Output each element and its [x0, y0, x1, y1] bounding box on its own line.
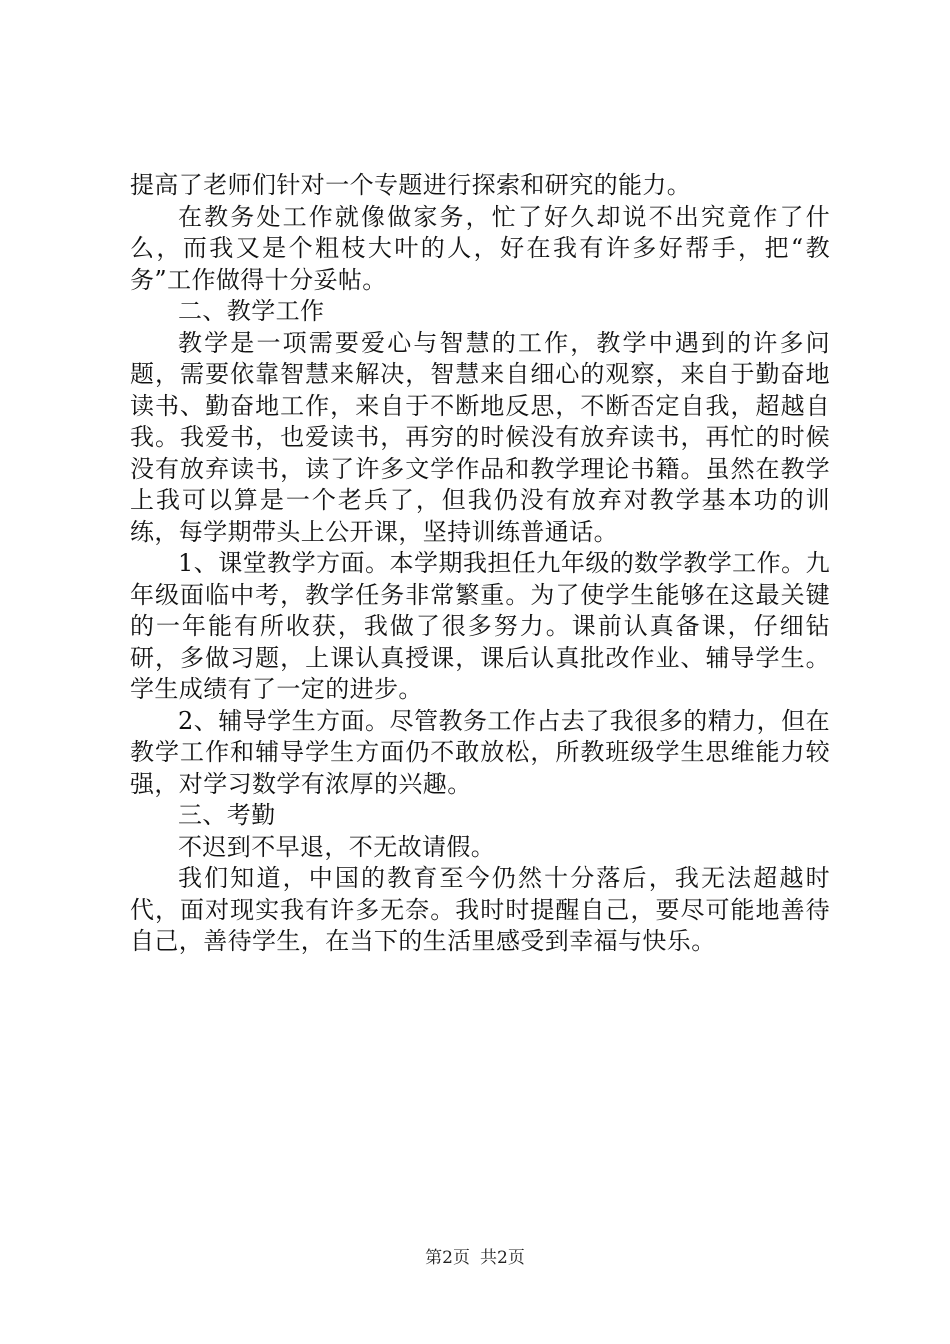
section-heading: 三、考勤: [178, 801, 276, 829]
paragraph: 教学是一项需要爱心与智慧的工作，教学中遇到的许多问题，需要依靠智慧来解决，智慧来自细心的观察，来自于勤奋地读书、勤奋地工作，来自于不断地反思，不断否定自我，超越自我。我爱书，也爱读书，再穷的时候没有放弃读书，再忙的时候没有放弃读书，读了许多文学作品和教学理论书籍。虽然在教学上我可以算是一个老兵了，但我仍没有放弃对教学基本功的训练，每学期带头上公开课，坚持训练普通话。: [130, 328, 830, 546]
paragraph: 提高了老师们针对一个专题进行探索和研究的能力。: [130, 171, 692, 199]
paragraph: 2、辅导学生方面。尽管教务工作占去了我很多的精力，但在教学工作和辅导学生方面仍不敢放松，所教班级学生思维能力较强，对学习数学有浓厚的兴趣。: [130, 706, 830, 798]
paragraph: 我们知道，中国的教育至今仍然十分落后，我无法超越时代，面对现实我有许多无奈。我时时提醒自己，要尽可能地善待自己，善待学生，在当下的生活里感受到幸福与快乐。: [130, 864, 830, 955]
page-number: 第2页: [425, 1248, 470, 1268]
page-footer: [0, 1243, 950, 1268]
document-body: [130, 170, 830, 958]
paragraph: 在教务处工作就像做家务，忙了好久却说不出究竟作了什么，而我又是个粗枝大叶的人，好在我有许多好帮手，把“教务”工作做得十分妥帖。: [130, 202, 830, 294]
section-heading: 二、教学工作: [178, 297, 325, 325]
paragraph: 1、课堂教学方面。本学期我担任九年级的数学教学工作。九年级面临中考，教学任务非常繁重。为了使学生能够在这最关键的一年能有所收获，我做了很多努力。课前认真备课，仔细钻研，多做习题，上课认真授课，课后认真批改作业、辅导学生。学生成绩有了一定的进步。: [130, 549, 830, 703]
paragraph: 不迟到不早退，不无故请假。: [178, 832, 496, 861]
page-total: 共2页: [480, 1248, 525, 1268]
